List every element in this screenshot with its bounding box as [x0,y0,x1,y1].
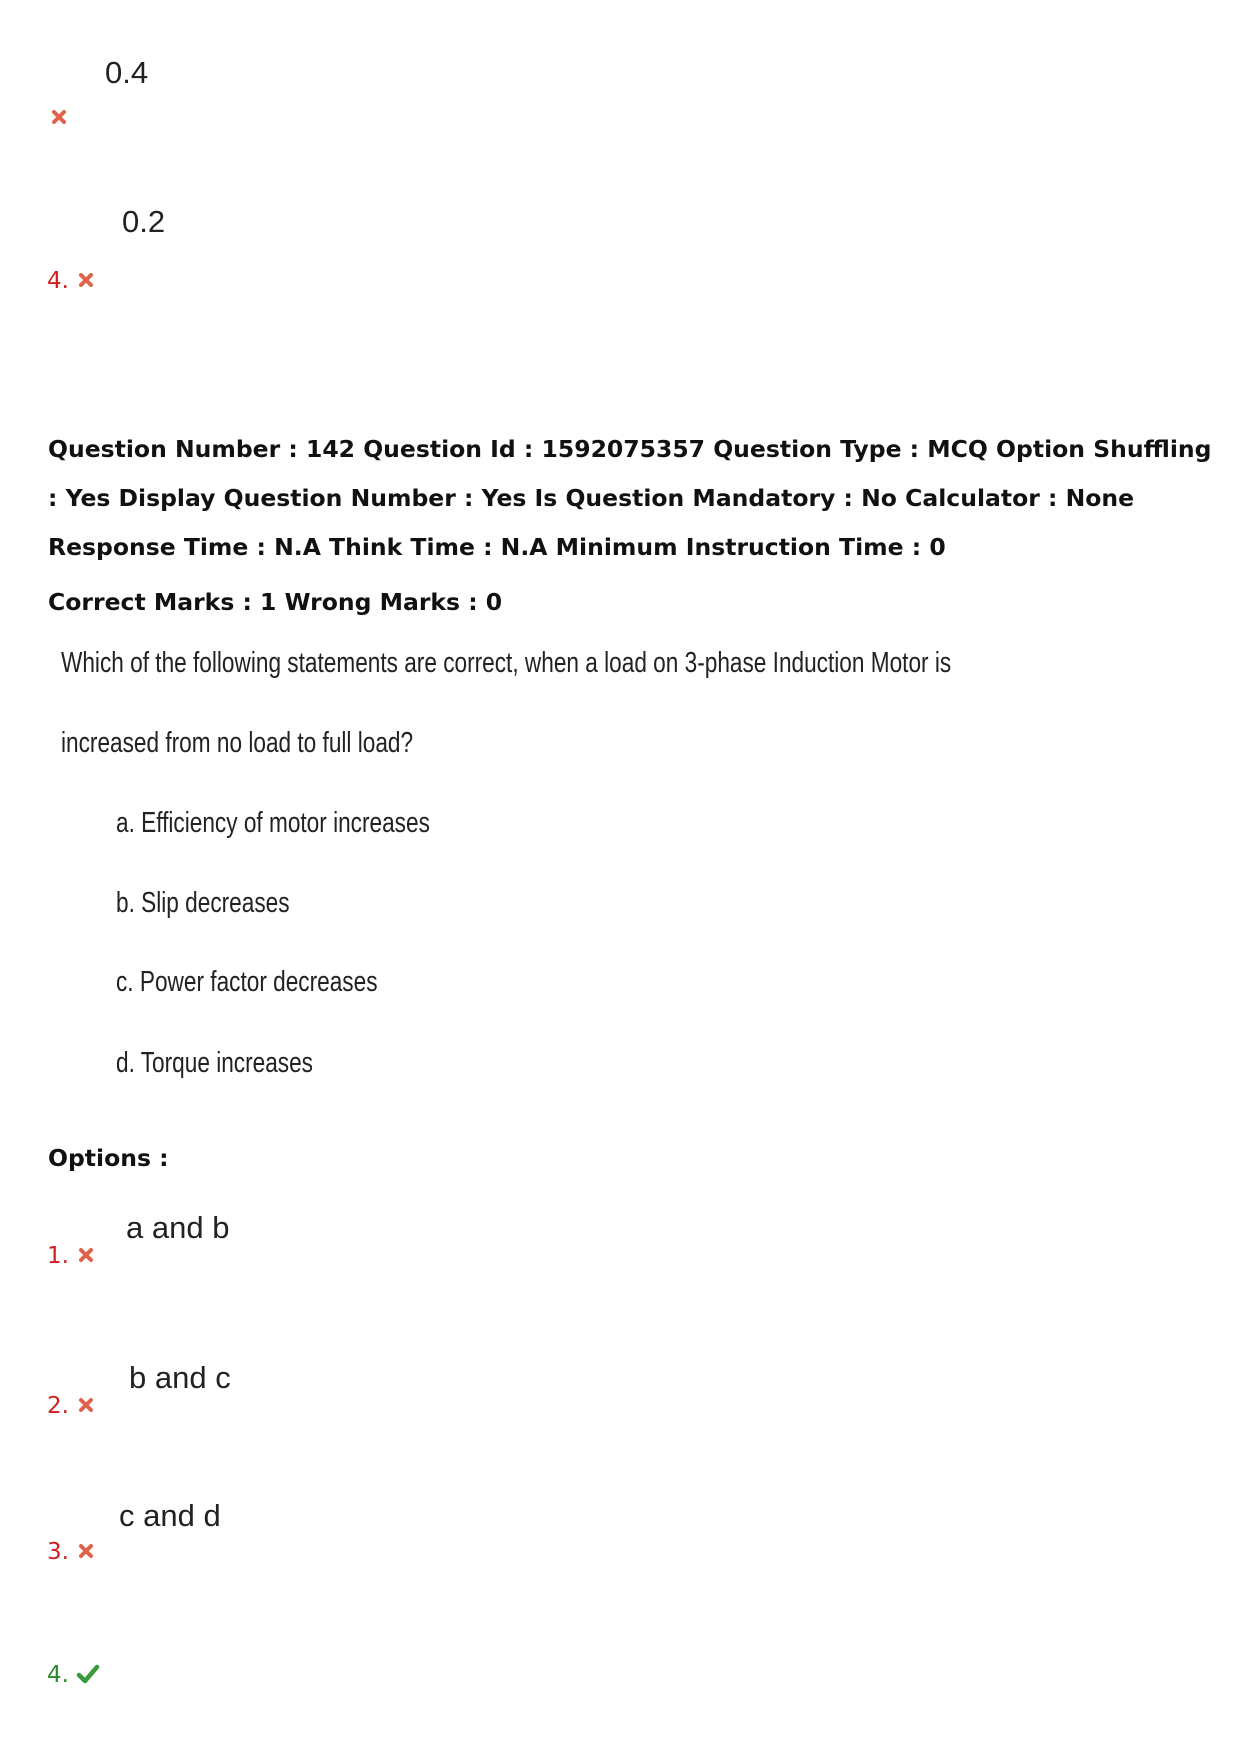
cross-icon [77,1246,95,1268]
statement-a: a. Efficiency of motor increases [116,807,430,839]
question-stem-line-2: increased from no load to full load? [61,727,414,759]
option-1-number: 1. [47,1243,69,1269]
cross-icon [77,1542,95,1564]
option-3-text: c and d [119,1498,221,1533]
statement-d: d. Torque increases [116,1047,313,1079]
option-1-text: a and b [126,1210,230,1245]
options-label: Options : [48,1144,169,1172]
question-stem-line-1: Which of the following statements are correct, when a load on 3-phase Induction Motor is [61,647,952,679]
cross-icon [77,271,95,293]
question-meta: Question Number : 142 Question Id : 1592075357 Question Type : MCQ Option Shuffling : Yes Display Question Number : Yes Is Question Mandatory : No Calculator : None Response Time : N.A Think Time : N.A Minimum Instruction Time : 0 [48,435,1212,561]
check-icon [76,1664,100,1688]
option-4-number: 4. [47,1662,69,1688]
cross-icon [77,1396,95,1418]
prev-option-3-text: 0.4 [105,55,149,90]
statement-c: c. Power factor decreases [116,966,378,998]
cross-icon [50,108,68,130]
statement-b: b. Slip decreases [116,887,290,919]
option-2-text: b and c [129,1360,231,1395]
option-3-number: 3. [47,1539,69,1565]
prev-option-4-text: 0.2 [122,204,166,239]
marks-info: Correct Marks : 1 Wrong Marks : 0 [48,588,503,616]
prev-option-4-number: 4. [47,268,69,294]
option-2-number: 2. [47,1393,69,1419]
